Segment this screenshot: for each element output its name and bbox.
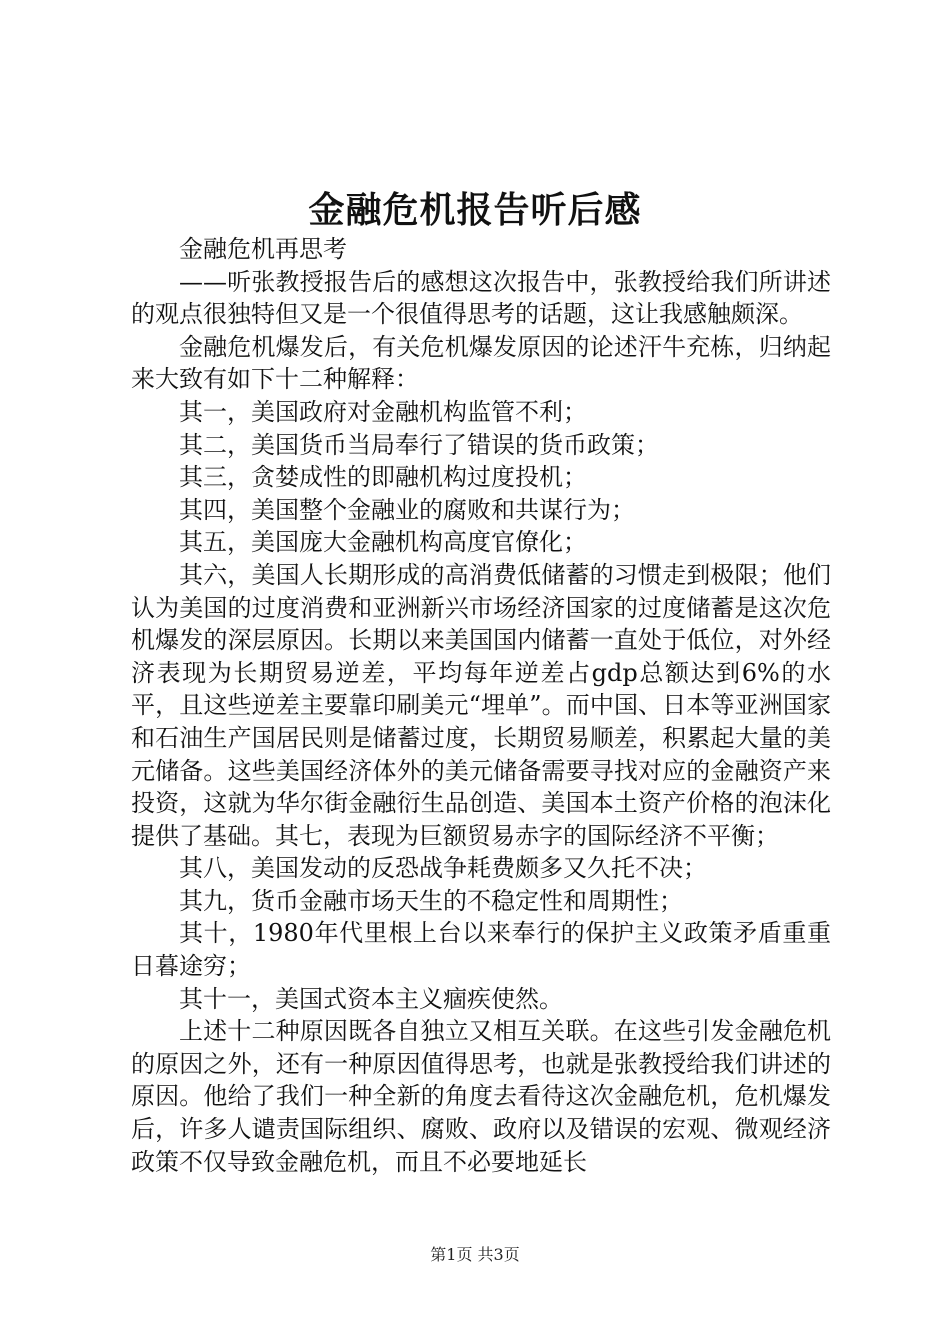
- list-item-9: 其九，货币金融市场天生的不稳定性和周期性；: [179, 886, 683, 915]
- list-item-3: 其三，贪婪成性的即融机构过度投机；: [179, 463, 587, 492]
- paragraph-subtitle: 金融危机再思考: [179, 235, 347, 263]
- list-item-11: 其十一，美国式资本主义痼疾使然。: [179, 984, 563, 1013]
- list-item-4: 其四，美国整个金融业的腐败和共谋行为；: [179, 495, 635, 524]
- list-item-2: 其二，美国货币当局奉行了错误的货币政策；: [179, 430, 659, 459]
- paragraph-intro: ——听张教授报告后的感想这次报告中，张教授给我们所讲述的观点很独特但又是一个很值得思考的话题，这让我感触颇深。: [131, 267, 831, 329]
- list-item-8: 其八，美国发动的反恐战争耗费颇多又久托不决；: [179, 854, 707, 883]
- page-footer: 第1页 共3页: [430, 1245, 520, 1264]
- paragraph: 金融危机爆发后，有关危机爆发原因的论述汗牛充栋，归纳起来大致有如下十二种解释：: [131, 332, 831, 394]
- paragraph-conclusion: 上述十二种原因既各自独立又相互关联。在这些引发金融危机的原因之外，还有一种原因值得思考，也就是张教授给我们讲述的原因。他给了我们一种全新的角度去看待这次金融危机，危机爆发后，许多人谴责国际组织、腐败、政府以及错误的宏观、微观经济政策不仅导致金融危机，而且不必要地延长: [131, 1017, 831, 1176]
- list-item-6-7: 其六，美国人长期形成的高消费低储蓄的习惯走到极限；他们认为美国的过度消费和亚洲新兴市场经济国家的过度储蓄是这次危机爆发的深层原因。长期以来美国国内储蓄一直处于低位，对外经济表现为长期贸易逆差，平均每年逆差占gdp总额达到6%的水平，且这些逆差主要靠印刷美元“埋单”。而中国、日本等亚洲国家和石油生产国居民则是储蓄过度，长期贸易顺差，积累起大量的美元储备。这些美国经济体外的美元储备需要寻找对应的金融资产来投资，这就为华尔街金融衍生品创造、美国本土资产价格的泡沫化提供了基础。其七，表现为巨额贸易赤字的国际经济不平衡；: [131, 560, 831, 850]
- list-item-5: 其五，美国庞大金融机构高度官僚化；: [179, 528, 587, 557]
- list-item-10: 其十，1980年代里根上台以来奉行的保护主义政策矛盾重重日暮途穷；: [131, 919, 831, 981]
- document-body: [131, 233, 831, 1178]
- document-title: 金融危机报告听后感: [308, 189, 642, 231]
- list-item-1: 其一，美国政府对金融机构监管不利；: [179, 397, 587, 426]
